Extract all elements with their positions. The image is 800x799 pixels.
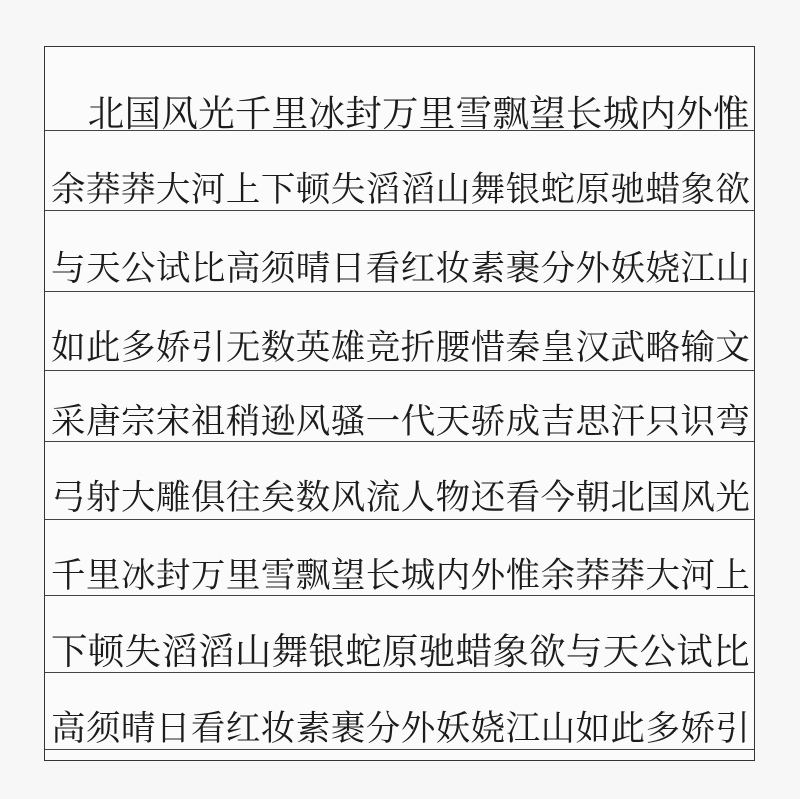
handwritten-line-5: 采唐宗宋祖稍逊风骚一代天骄成吉思汗只识弯 <box>51 402 751 442</box>
handwritten-line-2: 余莽莽大河上下顿失滔滔山舞银蛇原驰蜡象欲 <box>51 170 751 210</box>
handwritten-line-8: 下顿失滔滔山舞银蛇原驰蜡象欲与天公试比 <box>51 630 750 673</box>
handwritten-line-3: 与天公试比高须晴日看红妆素裹分外妖娆江山 <box>51 249 751 289</box>
handwritten-line-6: 弓射大雕俱往矣数风流人物还看今朝北国风光 <box>51 478 751 518</box>
handwritten-line-1: 北国风光千里冰封万里雪飘望长城内外惟 <box>51 92 750 135</box>
ruled-writing-paper <box>44 46 755 761</box>
ruled-line <box>45 291 754 292</box>
handwritten-line-7: 千里冰封万里雪飘望长城内外惟余莽莽大河上 <box>51 556 751 596</box>
handwritten-line-9: 高须晴日看红妆素裹分外妖娆江山如此多娇引 <box>51 709 751 749</box>
ruled-line <box>45 370 754 371</box>
ruled-line <box>45 519 754 520</box>
handwritten-line-4: 如此多娇引无数英雄竞折腰惜秦皇汉武略输文 <box>51 328 751 368</box>
